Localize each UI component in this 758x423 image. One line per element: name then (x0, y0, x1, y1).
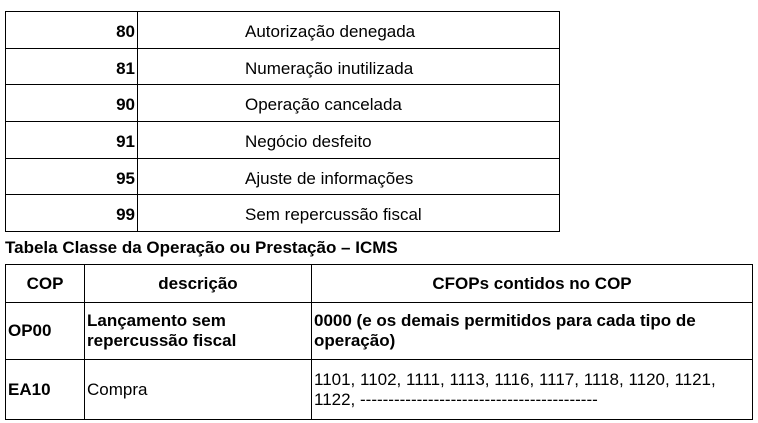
code-cell: 91 (6, 122, 138, 159)
code-cell: 81 (6, 48, 138, 85)
column-header-cop: COP (6, 265, 85, 303)
table-row (6, 195, 560, 232)
table-caption: Tabela Classe da Operação ou Prestação – ICMS (5, 238, 398, 257)
table-row (6, 12, 560, 49)
code-cell: 80 (6, 12, 138, 49)
cop-description-cell: Compra (85, 360, 312, 420)
code-cell: 99 (6, 195, 138, 232)
code-description-cell: Autorização denegada (138, 12, 560, 49)
code-description-cell: Operação cancelada (138, 85, 560, 122)
code-description-cell: Ajuste de informações (138, 158, 560, 195)
column-header-cfops: CFOPs contidos no COP (312, 265, 753, 303)
codes-table (5, 11, 560, 232)
header-row (6, 265, 753, 303)
code-description-cell: Sem repercussão fiscal (138, 195, 560, 232)
table-row (6, 85, 560, 122)
table-row (6, 360, 753, 420)
code-cell: 95 (6, 158, 138, 195)
code-cell: 90 (6, 85, 138, 122)
cfops-cell: 0000 (e os demais permitidos para cada tipo de operação) (312, 303, 753, 360)
cop-description-cell: Lançamento sem repercussão fiscal (85, 303, 312, 360)
column-header-description: descrição (85, 265, 312, 303)
table-row (6, 303, 753, 360)
cop-code-cell: OP00 (6, 303, 85, 360)
code-description-cell: Negócio desfeito (138, 122, 560, 159)
cop-code-cell: EA10 (6, 360, 85, 420)
cfops-cell: 1101, 1102, 1111, 1113, 1116, 1117, 1118, 1120, 1121, 1122, ------------------------------------------ (312, 360, 753, 420)
table-row (6, 122, 560, 159)
cop-table (5, 264, 753, 420)
table-row (6, 158, 560, 195)
code-description-cell: Numeração inutilizada (138, 48, 560, 85)
table-row (6, 48, 560, 85)
